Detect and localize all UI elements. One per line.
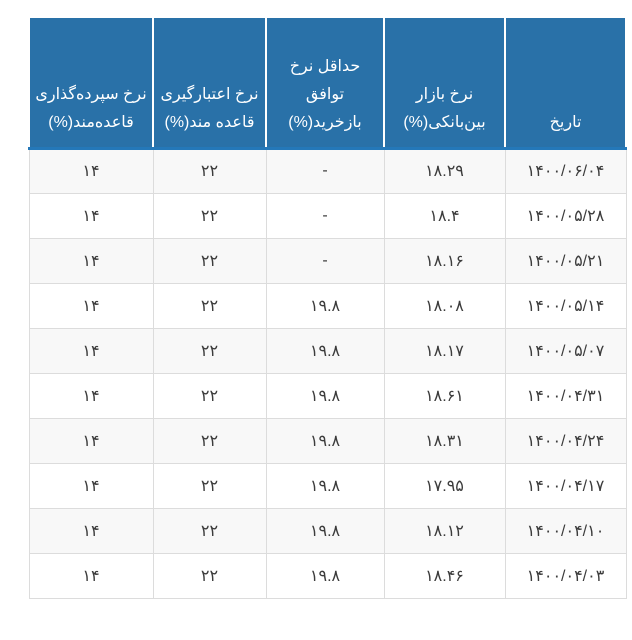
- cell-deposit: ۱۴: [29, 463, 153, 508]
- cell-repo: ۱۹.۸: [266, 328, 384, 373]
- cell-credit: ۲۲: [153, 418, 266, 463]
- cell-date: ۱۴۰۰/۰۵/۲۸: [505, 193, 626, 238]
- cell-credit: ۲۲: [153, 373, 266, 418]
- cell-credit: ۲۲: [153, 463, 266, 508]
- cell-credit: ۲۲: [153, 328, 266, 373]
- cell-interbank: ۱۸.۳۱: [384, 418, 505, 463]
- cell-interbank: ۱۸.۰۸: [384, 283, 505, 328]
- cell-deposit: ۱۴: [29, 373, 153, 418]
- cell-interbank: ۱۸.۲۹: [384, 148, 505, 193]
- table-row: [29, 328, 626, 373]
- cell-date: ۱۴۰۰/۰۵/۱۴: [505, 283, 626, 328]
- cell-date: ۱۴۰۰/۰۴/۲۴: [505, 418, 626, 463]
- cell-deposit: ۱۴: [29, 148, 153, 193]
- cell-interbank: ۱۸.۱۲: [384, 508, 505, 553]
- cell-interbank: ۱۸.۱۶: [384, 238, 505, 283]
- table-row: [29, 418, 626, 463]
- table-row: [29, 193, 626, 238]
- header-row: [29, 18, 626, 148]
- cell-repo: ۱۹.۸: [266, 373, 384, 418]
- cell-credit: ۲۲: [153, 148, 266, 193]
- table-row: [29, 373, 626, 418]
- cell-deposit: ۱۴: [29, 418, 153, 463]
- cell-deposit: ۱۴: [29, 193, 153, 238]
- cell-deposit: ۱۴: [29, 328, 153, 373]
- cell-credit: ۲۲: [153, 553, 266, 598]
- table-row: [29, 553, 626, 598]
- column-header-interbank: نرخ بازار بین‌بانکی(%): [384, 18, 505, 148]
- table-row: [29, 463, 626, 508]
- table-body: [29, 148, 626, 598]
- cell-deposit: ۱۴: [29, 508, 153, 553]
- cell-date: ۱۴۰۰/۰۶/۰۴: [505, 148, 626, 193]
- cell-repo: ۱۹.۸: [266, 508, 384, 553]
- cell-repo: -: [266, 148, 384, 193]
- cell-date: ۱۴۰۰/۰۴/۱۷: [505, 463, 626, 508]
- column-header-date: تاریخ: [505, 18, 626, 148]
- column-header-repo: حداقل نرخ توافق بازخرید(%): [266, 18, 384, 148]
- column-header-deposit: نرخ سپرده‌گذاری قاعده‌مند(%): [29, 18, 153, 148]
- table-row: [29, 148, 626, 193]
- table-row: [29, 283, 626, 328]
- cell-deposit: ۱۴: [29, 553, 153, 598]
- cell-credit: ۲۲: [153, 508, 266, 553]
- cell-interbank: ۱۸.۴۶: [384, 553, 505, 598]
- table-row: [29, 508, 626, 553]
- cell-repo: ۱۹.۸: [266, 418, 384, 463]
- cell-repo: -: [266, 193, 384, 238]
- rates-table: [28, 18, 627, 599]
- table-row: [29, 238, 626, 283]
- cell-repo: ۱۹.۸: [266, 553, 384, 598]
- cell-deposit: ۱۴: [29, 238, 153, 283]
- cell-repo: -: [266, 238, 384, 283]
- cell-interbank: ۱۸.۶۱: [384, 373, 505, 418]
- cell-credit: ۲۲: [153, 193, 266, 238]
- cell-date: ۱۴۰۰/۰۵/۰۷: [505, 328, 626, 373]
- cell-interbank: ۱۷.۹۵: [384, 463, 505, 508]
- cell-date: ۱۴۰۰/۰۴/۳۱: [505, 373, 626, 418]
- cell-date: ۱۴۰۰/۰۴/۰۳: [505, 553, 626, 598]
- cell-credit: ۲۲: [153, 238, 266, 283]
- cell-date: ۱۴۰۰/۰۵/۲۱: [505, 238, 626, 283]
- cell-deposit: ۱۴: [29, 283, 153, 328]
- cell-interbank: ۱۸.۱۷: [384, 328, 505, 373]
- cell-repo: ۱۹.۸: [266, 283, 384, 328]
- cell-interbank: ۱۸.۴: [384, 193, 505, 238]
- rates-table-wrap: [30, 18, 627, 599]
- table-header: [29, 18, 626, 148]
- cell-date: ۱۴۰۰/۰۴/۱۰: [505, 508, 626, 553]
- cell-credit: ۲۲: [153, 283, 266, 328]
- column-header-credit: نرخ اعتبارگیری قاعده مند(%): [153, 18, 266, 148]
- cell-repo: ۱۹.۸: [266, 463, 384, 508]
